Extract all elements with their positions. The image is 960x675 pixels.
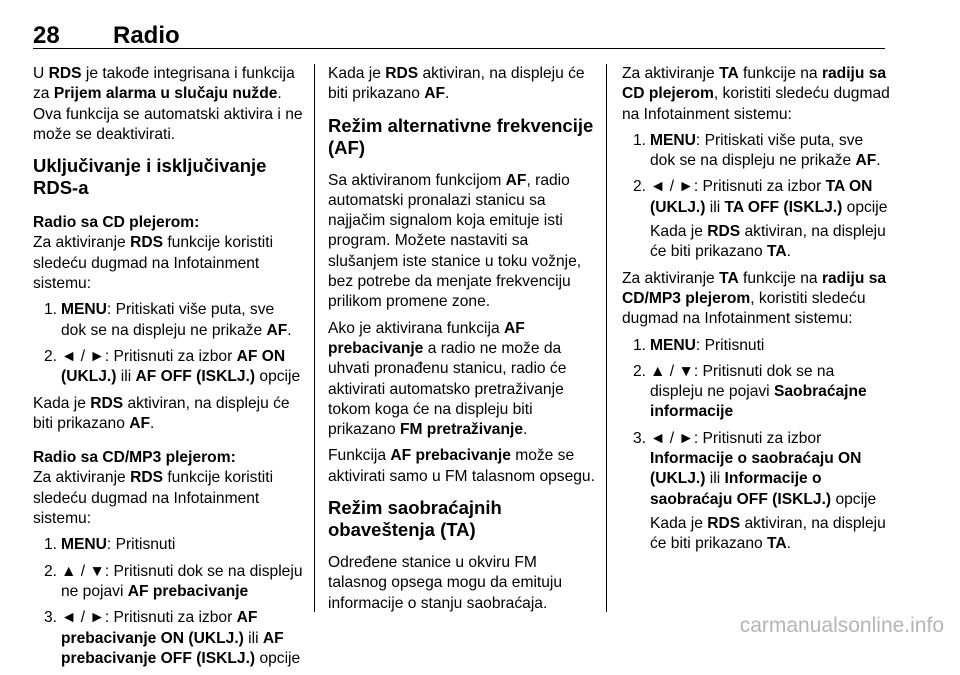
list-item: 3. ◄ / ►: Pritisnuti za izbor Informacije o saobraćaju ON (UKLJ.) ili Informacije o saobraćaju OFF (ISKLJ.) opcije Kada je RDS aktiviran, na displeju će biti prikazano TA. xyxy=(622,429,890,555)
paragraph: Za aktiviranje TA funkcije na radiju sa CD plejerom, koristiti sledeću dugmad na Infotainment sistemu: xyxy=(622,65,890,123)
column-1 xyxy=(33,64,303,675)
paragraph: Određene stanice u okviru FM talasnog opsega mogu da emituju informacije o stanju saobraćaja. xyxy=(328,554,563,612)
paragraph: U RDS je takođe integrisana i funkcija za Prijem alarma u slučaju nužde. Ova funkcija se automatski aktivira i ne može se deaktivirati. xyxy=(33,65,303,143)
list-item: 1. MENU: Pritisnuti xyxy=(633,336,765,354)
paragraph: Kada je RDS aktiviran, na displeju će biti prikazano AF. xyxy=(33,394,290,432)
list-item: 1. MENU: Pritiskati više puta, sve dok se na displeju ne prikaže AF. xyxy=(44,301,292,339)
subsection-title: Radio sa CD plejerom: xyxy=(33,214,200,232)
paragraph: Funkcija AF prebacivanje može se aktivirati samo u FM talasnom opsegu. xyxy=(328,447,595,485)
watermark: carmanualsonline.info xyxy=(739,614,944,637)
section-heading: Režim alternativne frekvencije (AF) xyxy=(328,114,594,158)
section-heading: Uključivanje i isključivanje RDS-a xyxy=(33,155,267,199)
section-heading: Režim saobraćajnih obaveštenja (TA) xyxy=(328,497,502,541)
paragraph: Za aktiviranje RDS funkcije koristiti sledeću dugmad na Infotainment sistemu: xyxy=(33,469,274,528)
column-3 xyxy=(622,64,890,561)
page-title: Radio xyxy=(113,22,180,49)
page-number: 28 xyxy=(33,22,60,49)
list-item: 2. ▲ / ▼: Pritisnuti dok se na displeju ne pojavi AF prebacivanje xyxy=(44,562,303,600)
paragraph: Kada je RDS aktiviran, na displeju će biti prikazano AF. xyxy=(328,65,585,103)
list-item: 2. ▲ / ▼: Pritisnuti dok se na displeju ne pojavi Saobraćajne informacije xyxy=(633,362,867,421)
paragraph: Ako je aktivirana funkcija AF prebacivanje a radio ne može da uhvati pronađenu stanicu, radio će aktivirati automatsko pretraživanje tokom koga će na displeju biti prikazano FM pretraživanje. xyxy=(328,319,567,439)
paragraph: Sa aktiviranom funkcijom AF, radio automatski pronalazi stanicu sa najjačim signalom koja emituje isti program. Možete nastaviti sa slušanjem iste stanice u toku vožnje, bez potrebe da menjate frekvenciju prilikom promene zone. xyxy=(328,171,582,311)
column-2 xyxy=(328,64,598,620)
list-item: 1. MENU: Pritisnuti xyxy=(44,536,176,554)
list-item: 2. ◄ / ►: Pritisnuti za izbor TA ON (UKLJ.) ili TA OFF (ISKLJ.) opcije Kada je RDS aktiviran, na displeju će biti prikazano TA. xyxy=(622,177,890,262)
list-item-note: Kada je RDS aktiviran, na displeju će biti prikazano TA. xyxy=(650,223,886,261)
list-item-note: Kada je RDS aktiviran, na displeju će biti prikazano TA. xyxy=(650,514,886,553)
paragraph: Za aktiviranje TA funkcije na radiju sa CD/MP3 plejerom, koristiti sledeću dugmad na Infotainment sistemu: xyxy=(622,269,887,328)
subsection-title: Radio sa CD/MP3 plejerom: xyxy=(33,449,236,467)
column-divider xyxy=(606,64,607,612)
list-item: 3. ◄ / ►: Pritisnuti za izbor AF prebacivanje ON (UKLJ.) ili AF prebacivanje OFF (ISKLJ.) opcije xyxy=(44,609,301,667)
list-item: 1. MENU: Pritiskati više puta, sve dok se na displeju ne prikaže AF. xyxy=(633,131,881,170)
paragraph: Za aktiviranje RDS funkcije koristiti sledeću dugmad na Infotainment sistemu: xyxy=(33,234,274,293)
page-header xyxy=(33,8,885,49)
list-item: 2. ◄ / ►: Pritisnuti za izbor AF ON (UKLJ.) ili AF OFF (ISKLJ.) opcije xyxy=(44,347,301,386)
column-divider xyxy=(314,64,315,612)
